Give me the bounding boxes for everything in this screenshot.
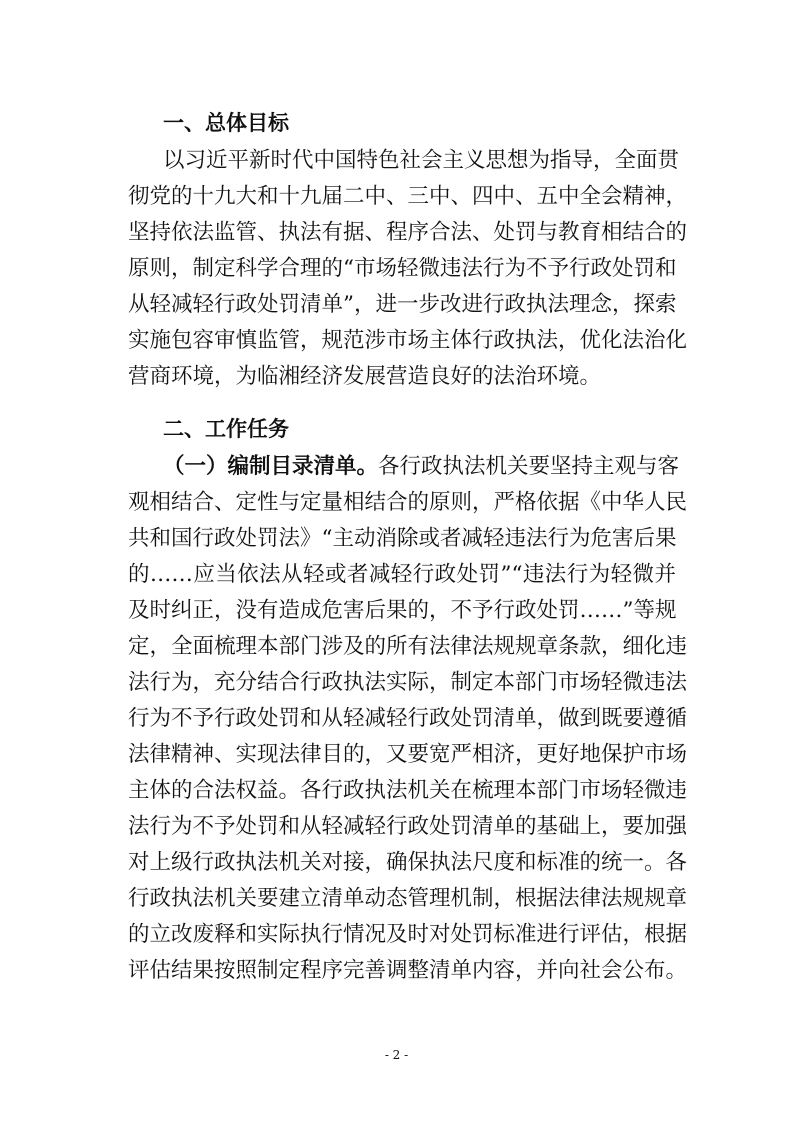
paragraph-line: 评估结果按照制定程序完善调整清单内容，并向社会公布。 [128, 958, 688, 983]
paragraph-line: 彻党的十九大和十九届二中、三中、四中、五中全会精神， [128, 184, 688, 209]
paragraph-line: 的……应当依法从轻或者减轻行政处罚”“违法行为轻微并 [128, 562, 676, 587]
paragraph-line: 法行为，充分结合行政执法实际，制定本部门市场轻微违法 [128, 670, 688, 695]
paragraph-line-first [163, 450, 680, 484]
paragraph-line: 定，全面梳理本部门涉及的所有法律法规规章条款，细化违 [128, 634, 688, 659]
paragraph-line: 营商环境，为临湘经济发展营造良好的法治环境。 [128, 364, 602, 389]
paragraph-line: 观相结合、定性与定量相结合的原则，严格依据《中华人民 [128, 490, 688, 515]
paragraph-line: 及时纠正，没有造成危害后果的，不予行政处罚……”等规 [128, 598, 677, 623]
paragraph-line: 以习近平新时代中国特色社会主义思想为指导，全面贯 [163, 148, 680, 173]
section-heading-2: 二、工作任务 [163, 417, 289, 441]
paragraph-line: 行政执法机关要建立清单动态管理机制，根据法律法规规章 [128, 886, 688, 911]
section-heading-1: 一、总体目标 [163, 111, 289, 135]
paragraph-line: 从轻减轻行政处罚清单”，进一步改进行政执法理念，探索 [128, 292, 677, 317]
paragraph-line: 主体的合法权益。各行政执法机关在梳理本部门市场轻微违 [128, 778, 688, 803]
paragraph-line: 的立改废释和实际执行情况及时对处罚标准进行评估，根据 [128, 922, 688, 947]
paragraph-line: 法律精神、实现法律目的，又要宽严相济，更好地保护市场 [128, 742, 688, 767]
paragraph-line: 原则，制定科学合理的“市场轻微违法行为不予行政处罚和 [128, 256, 677, 281]
paragraph-text: 各行政执法机关要坚持主观与客 [378, 454, 680, 479]
paragraph-line: 共和国行政处罚法》“主动消除或者减轻违法行为危害后果 [128, 526, 677, 551]
paragraph-line: 对上级行政执法机关对接，确保执法尺度和标准的统一。各 [128, 850, 688, 875]
paragraph-line: 法行为不予处罚和从轻减轻行政处罚清单的基础上，要加强 [128, 814, 688, 839]
subsection-title: （一）编制目录清单。 [163, 454, 379, 479]
paragraph-line: 坚持依法监管、执法有据、程序合法、处罚与教育相结合的 [128, 220, 688, 245]
page-number: - 2 - [384, 1048, 409, 1062]
paragraph-line: 实施包容审慎监管，规范涉市场主体行政执法，优化法治化 [128, 328, 688, 353]
paragraph-line: 行为不予行政处罚和从轻减轻行政处罚清单，做到既要遵循 [128, 706, 688, 731]
